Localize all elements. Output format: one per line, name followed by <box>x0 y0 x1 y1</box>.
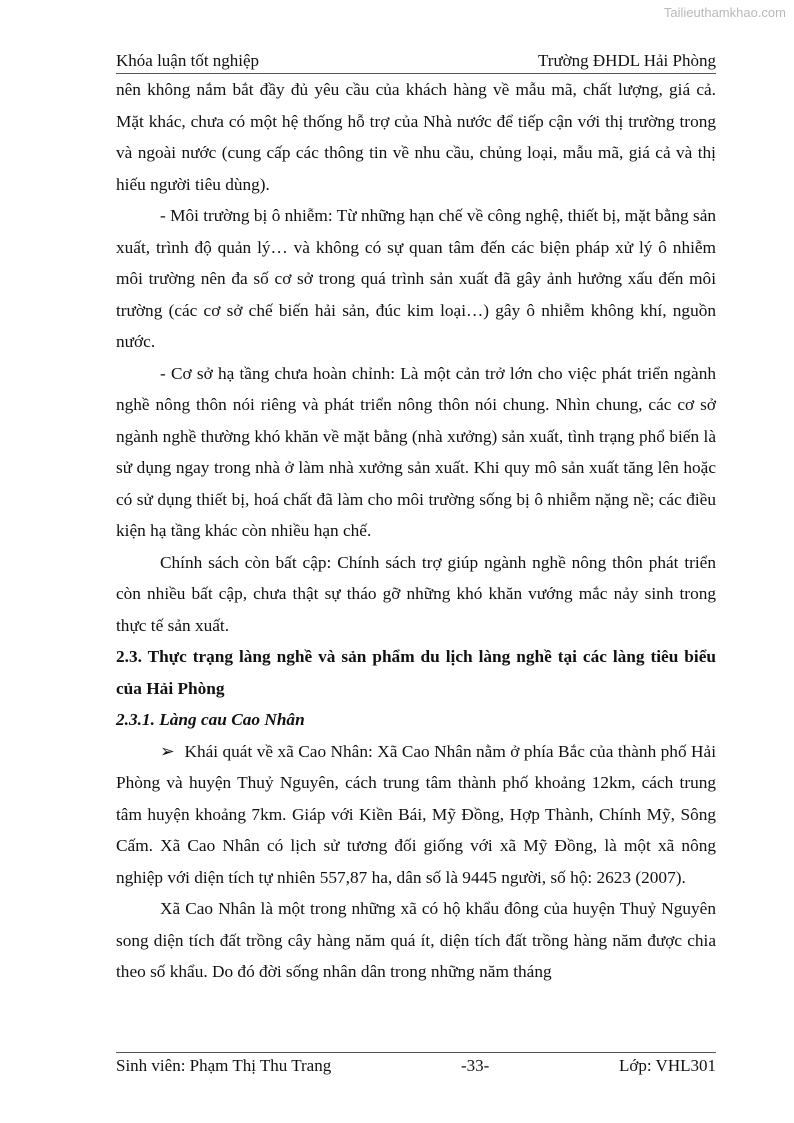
arrow-bullet-icon: ➢ <box>160 741 175 761</box>
paragraph-environment: - Môi trường bị ô nhiễm: Từ những hạn chế về công nghệ, thiết bị, mặt bằng sản xuất, trình độ quản lý… và không có sự quan tâm đến các biện pháp xử lý ô nhiễm môi trường nên đa số cơ sở trong quá trình sản xuất đã gây ảnh hưởng xấu đến môi trường (các cơ sở chế biến hải sản, đúc kim loại…) gây ô nhiễm không khí, nguồn nước. <box>116 206 716 351</box>
header-thesis-label: Khóa luận tốt nghiệp <box>116 51 260 70</box>
paragraph-cao-nhan-population: Xã Cao Nhân là một trong những xã có hộ khẩu đông của huyện Thuỷ Nguyên song diện tích đất trồng cây hàng năm quá ít, diện tích đất trồng hàng năm được chia theo số khẩu. Do đó đời sống nhân dân trong những năm tháng <box>116 899 716 981</box>
bullet-paragraph-cao-nhan <box>116 736 716 894</box>
footer-student: Sinh viên: Phạm Thị Thu Trang <box>116 1056 332 1075</box>
page-header <box>116 50 716 72</box>
page-footer <box>116 1055 716 1077</box>
page-content <box>116 74 716 988</box>
paragraph-continuation: nên không nắm bắt đầy đủ yêu cầu của khách hàng về mẫu mã, chất lượng, giá cả. Mặt khác, chưa có một hệ thống hỗ trợ của Nhà nước để tiếp cận với thị trường trong và ngoài nước (cung cấp các thông tin về nhu cầu, chủng loại, mẫu mã, giá cả và thị hiếu người tiêu dùng). <box>116 80 716 194</box>
header-university: Trường ĐHDL Hải Phòng <box>538 51 716 70</box>
subsection-heading: 2.3.1. Làng cau Cao Nhân <box>116 710 305 729</box>
bullet-text: Khái quát về xã Cao Nhân: Xã Cao Nhân nằm ở phía Bắc của thành phố Hải Phòng và huyện Thuỷ Nguyên, cách trung tâm thành phố khoảng 12km, cách trung tâm huyện khoảng 7km. Giáp với Kiền Bái, Mỹ Đồng, Hợp Thành, Chính Mỹ, Sông Cấm. Xã Cao Nhân có lịch sử tương đối giống với xã Mỹ Đồng, là một xã nông nghiệp với diện tích tự nhiên 557,87 ha, dân số là 9445 người, số hộ: 2623 (2007). <box>116 741 716 887</box>
footer-class: Lớp: VHL301 <box>619 1056 716 1075</box>
paragraph-infrastructure: - Cơ sở hạ tầng chưa hoàn chỉnh: Là một cản trở lớn cho việc phát triển ngành nghề nông thôn nói riêng và phát triển nông thôn nói chung. Nhìn chung, các cơ sở ngành nghề thường khó khăn về mặt bằng (nhà xưởng) sản xuất, tình trạng phổ biến là sử dụng ngay trong nhà ở làm nhà xưởng sản xuất. Khi quy mô sản xuất tăng lên hoặc có sử dụng thiết bị, hoá chất đã làm cho môi trường sống bị ô nhiễm nặng nề; các điều kiện hạ tầng khác còn nhiều hạn chế. <box>116 363 716 540</box>
section-heading: 2.3. Thực trạng làng nghề và sản phẩm du lịch làng nghề tại các làng tiêu biểu của Hải Phòng <box>116 647 716 698</box>
watermark: Tailieuthamkhao.com <box>663 5 786 20</box>
page-number: -33- <box>460 1056 490 1075</box>
footer-divider <box>116 1052 716 1053</box>
paragraph-policy: Chính sách còn bất cập: Chính sách trợ giúp ngành nghề nông thôn phát triển còn nhiều bất cập, chưa thật sự tháo gỡ những khó khăn vướng mắc nảy sinh trong thực tế sản xuất. <box>116 552 716 635</box>
